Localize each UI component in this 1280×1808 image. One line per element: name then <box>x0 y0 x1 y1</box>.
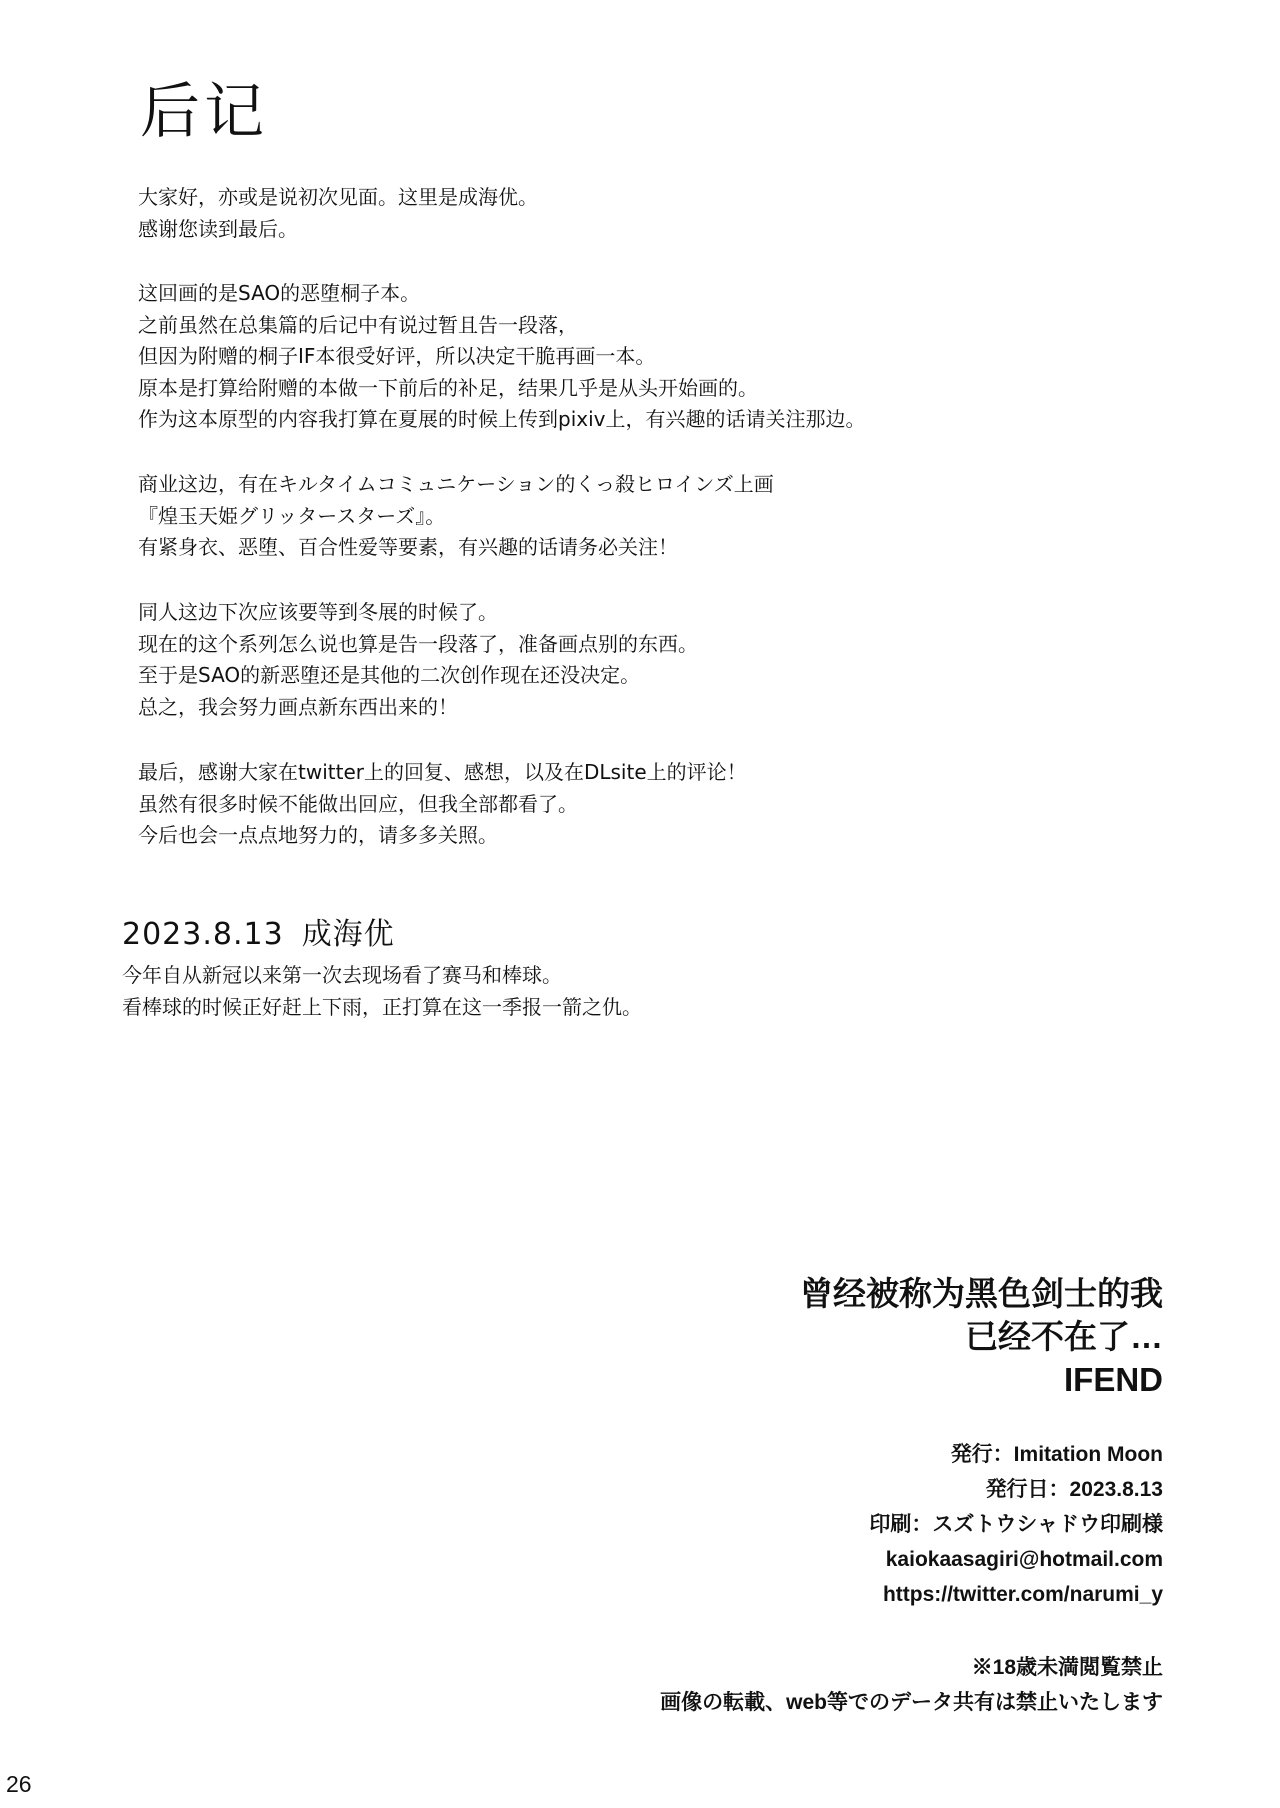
text-line: 有紧身衣、恶堕、百合性爱等要素，有兴趣的话请务必关注！ <box>138 535 678 559</box>
redistribution-notice: 画像の転載、web等でのデータ共有は禁止いたします <box>660 1691 1163 1714</box>
book-title <box>660 1272 1163 1401</box>
book-title-line: 已经不在了… <box>965 1318 1163 1355</box>
signature <box>122 917 395 952</box>
printer: 印刷：スズトウシャドウ印刷様 <box>869 1513 1163 1536</box>
page-number: 26 <box>6 1771 32 1797</box>
book-title-line: 曾经被称为黑色剑士的我 <box>800 1275 1163 1312</box>
afterword-paragraph-greeting <box>138 182 538 245</box>
afterword-paragraph-thanks <box>138 757 747 852</box>
text-line: 感谢您读到最后。 <box>138 216 298 241</box>
publisher: 発行：Imitation Moon <box>950 1443 1163 1466</box>
twitter-link: https://twitter.com/narumi_y <box>882 1583 1163 1606</box>
text-line: 商业这边，有在キルタイムコミュニケーション的くっ殺ヒロインズ上画 <box>138 472 774 496</box>
text-line: 今年自从新冠以来第一次去现场看了赛马和棒球。 <box>122 963 562 987</box>
text-line: 但因为附赠的桐子IF本很受好评，所以决定干脆再画一本。 <box>138 344 656 368</box>
signature-date: 2023.8.13 <box>122 917 284 952</box>
text-line: 这回画的是SAO的恶堕桐子本。 <box>138 281 421 305</box>
text-line: 至于是SAO的新恶堕还是其他的二次创作现在还没决定。 <box>138 663 641 687</box>
text-line: 作为这本原型的内容我打算在夏展的时候上传到pixiv上，有兴趣的话请关注那边。 <box>138 407 866 431</box>
text-line: 原本是打算给附赠的本做一下前后的补足，结果几乎是从头开始画的。 <box>138 375 758 400</box>
afterword-paragraph-doujin <box>138 597 698 723</box>
afterword-paragraph-about-book <box>138 278 865 436</box>
imprint-info <box>660 1437 1163 1612</box>
text-line: 『煌玉天姫グリッタースターズ』。 <box>138 503 446 528</box>
book-title-line: IFEND <box>1064 1361 1163 1398</box>
text-line: 大家好，亦或是说初次见面。这里是成海优。 <box>138 185 538 209</box>
text-line: 同人这边下次应该要等到冬展的时候了。 <box>138 600 498 624</box>
text-line: 之前虽然在总集篇的后记中有说过暂且告一段落， <box>138 312 578 337</box>
contact-email: kaiokaasagiri@hotmail.com <box>885 1548 1163 1571</box>
colophon <box>660 1272 1163 1720</box>
signature-notes <box>122 960 642 1023</box>
text-line: 现在的这个系列怎么说也算是告一段落了，准备画点别的东西。 <box>138 631 698 656</box>
text-line: 今后也会一点点地努力的，请多多关照。 <box>138 823 498 847</box>
text-line: 虽然有很多时候不能做出回应，但我全部都看了。 <box>138 791 578 816</box>
age-restriction-notice: ※18歳未満閲覧禁止 <box>971 1656 1163 1679</box>
publish-date: 発行日：2023.8.13 <box>985 1478 1163 1501</box>
warnings <box>660 1650 1163 1720</box>
text-line: 看棒球的时候正好赶上下雨，正打算在这一季报一箭之仇。 <box>122 994 642 1019</box>
text-line: 最后，感谢大家在twitter上的回复、感想，以及在DLsite上的评论！ <box>138 760 747 784</box>
afterword-title: 后记 <box>140 77 268 147</box>
afterword-paragraph-commercial <box>138 469 774 564</box>
signature-name: 成海优 <box>301 917 395 952</box>
text-line: 总之，我会努力画点新东西出来的！ <box>138 694 458 719</box>
